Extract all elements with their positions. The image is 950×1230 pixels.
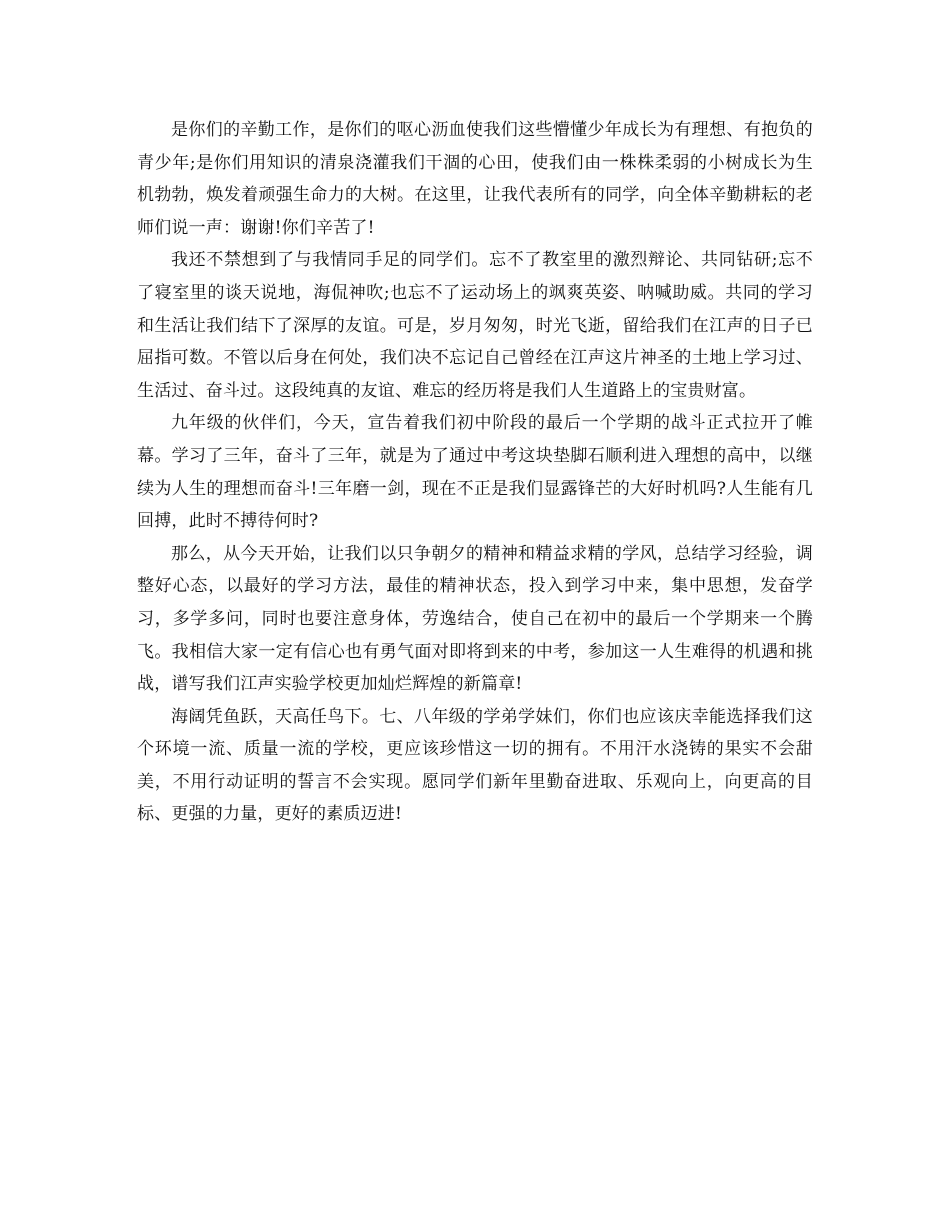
paragraph-3: 九年级的伙伴们，今天，宣告着我们初中阶段的最后一个学期的战斗正式拉开了帷幕。学习了三年，奋斗了三年，就是为了通过中考这块垫脚石顺利进入理想的高中，以继续为人生的理想而奋斗!三年磨一剑，现在不正是我们显露锋芒的大好时机吗?人生能有几回搏，此时不搏待何时?	[137, 413, 813, 532]
paragraph-4: 那么，从今天开始，让我们以只争朝夕的精神和精益求精的学风，总结学习经验，调整好心态，以最好的学习方法，最佳的精神状态，投入到学习中来，集中思想，发奋学习，多学多问，同时也要注意身体，劳逸结合，使自己在初中的最后一个学期来一个腾飞。我相信大家一定有信心也有勇气面对即将到来的中考，参加这一人生难得的机遇和挑战，谱写我们江声实验学校更加灿烂辉煌的新篇章!	[137, 543, 813, 695]
paragraph-2: 我还不禁想到了与我情同手足的同学们。忘不了教室里的激烈辩论、共同钻研;忘不了寝室里的谈天说地，海侃神吹;也忘不了运动场上的飒爽英姿、呐喊助威。共同的学习和生活让我们结下了深厚的友谊。可是，岁月匆匆，时光飞逝，留给我们在江声的日子已屈指可数。不管以后身在何处，我们决不忘记自己曾经在江声这片神圣的土地上学习过、生活过、奋斗过。这段纯真的友谊、难忘的经历将是我们人生道路上的宝贵财富。	[137, 250, 813, 401]
document-body	[137, 114, 813, 831]
paragraph-5: 海阔凭鱼跃，天高任鸟下。七、八年级的学弟学妹们，你们也应该庆幸能选择我们这个环境一流、质量一流的学校，更应该珍惜这一切的拥有。不用汗水浇铸的果实不会甜美，不用行动证明的誓言不会实现。愿同学们新年里勤奋进取、乐观向上，向更高的目标、更强的力量，更好的素质迈进!	[137, 706, 813, 825]
paragraph-1: 是你们的辛勤工作，是你们的呕心沥血使我们这些懵懂少年成长为有理想、有抱负的青少年;是你们用知识的清泉浇灌我们干涸的心田，使我们由一株株柔弱的小树成长为生机勃勃，焕发着顽强生命力的大树。在这里，让我代表所有的同学，向全体辛勤耕耘的老师们说一声：谢谢!你们辛苦了!	[137, 120, 813, 238]
